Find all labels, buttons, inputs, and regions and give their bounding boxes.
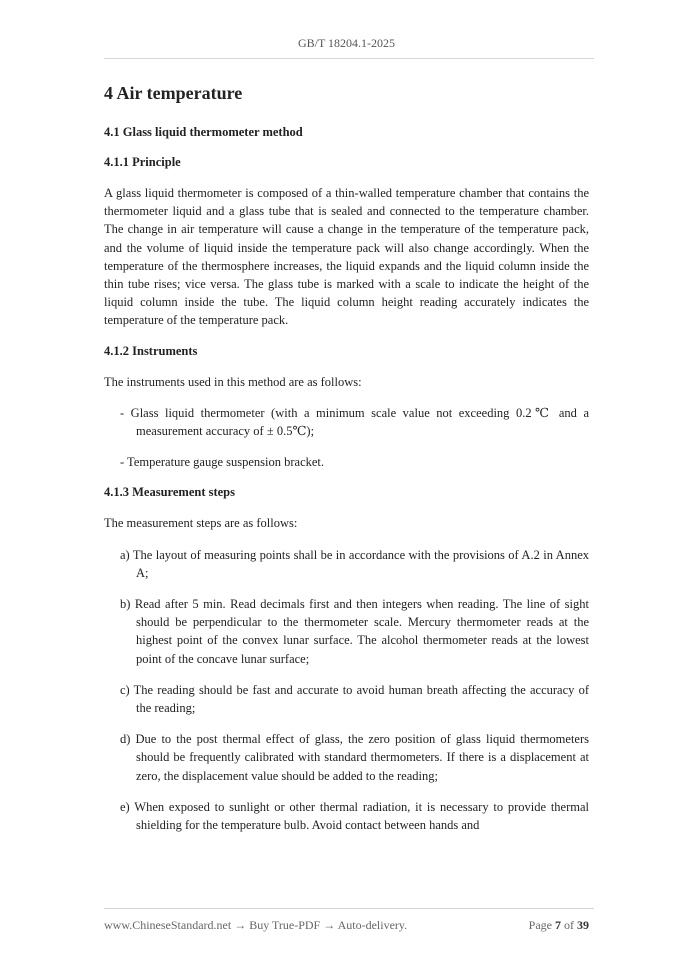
page-content	[104, 82, 589, 847]
footer-links	[104, 918, 407, 933]
header-divider	[104, 58, 594, 59]
page-current: 7	[555, 918, 561, 932]
auto-delivery-text: Auto-delivery.	[337, 918, 408, 932]
steps-intro: The measurement steps are as follows:	[104, 516, 298, 531]
list-item: - Glass liquid thermometer (with a minimum scale value not exceeding 0.2℃ and a measurement accuracy of ± 0.5℃);	[120, 405, 589, 439]
buy-pdf-text: Buy True-PDF	[249, 918, 321, 932]
footer-divider	[104, 908, 594, 909]
list-item: d) Due to the post thermal effect of glass, the zero position of glass liquid thermometers should be frequently calibrated with standard thermometers. If there is a displacement at zero, the displacement value should be added to the reading;	[120, 732, 589, 783]
instruments-heading: 4.1.2 Instruments	[104, 343, 198, 358]
principle-paragraph: A glass liquid thermometer is composed of a thin-walled temperature chamber that contains the thermometer liquid and a glass tube that is sealed and connected to the temperature chamber. The change in air temperature will cause a change in the temperature of the temperature pack, and the volume of liquid inside the temperature pack will also change accordingly. When the temperature of the thermosphere increases, the liquid expands and the liquid column inside the thin tube rises; vice versa. The glass tube is marked with a scale to indicate the height of the liquid column inside the tube. The liquid column height reading accurately indicates the temperature of the temperature pack.	[104, 186, 589, 328]
page-of: of	[564, 918, 574, 932]
list-item: a) The layout of measuring points shall be in accordance with the provisions of A.2 in Annex A;	[120, 547, 589, 580]
website-link[interactable]: www.ChineseStandard.net	[104, 918, 232, 932]
list-item: - Temperature gauge suspension bracket.	[120, 455, 325, 470]
page-indicator	[529, 918, 589, 933]
page-label: Page	[528, 918, 552, 932]
principle-heading: 4.1.1 Principle	[104, 155, 181, 169]
list-item: e) When exposed to sunlight or other thermal radiation, it is necessary to provide thermal shielding for the temperature bulb. Avoid contact between hands and	[120, 799, 589, 833]
arrow-icon: →	[320, 918, 338, 932]
page-total: 39	[577, 918, 589, 932]
list-item: c) The reading should be fast and accurate to avoid human breath affecting the accuracy of the reading;	[120, 682, 589, 716]
list-item: b) Read after 5 min. Read decimals first and then integers when reading. The line of sight should be perpendicular to the thermometer scale. Mercury thermometer reads at the highest point of the convex lunar surface. The alcohol thermometer reads at the lowest point of the concave lunar surface;	[120, 597, 589, 666]
arrow-icon: →	[231, 918, 250, 932]
section-title: 4 Air temperature	[104, 83, 243, 103]
page-footer	[104, 918, 589, 933]
subsection-title: 4.1 Glass liquid thermometer method	[104, 125, 303, 139]
instruments-intro: The instruments used in this method are as follows:	[104, 374, 362, 389]
steps-heading: 4.1.3 Measurement steps	[104, 485, 235, 500]
document-header: GB/T 18204.1-2025	[297, 36, 396, 50]
